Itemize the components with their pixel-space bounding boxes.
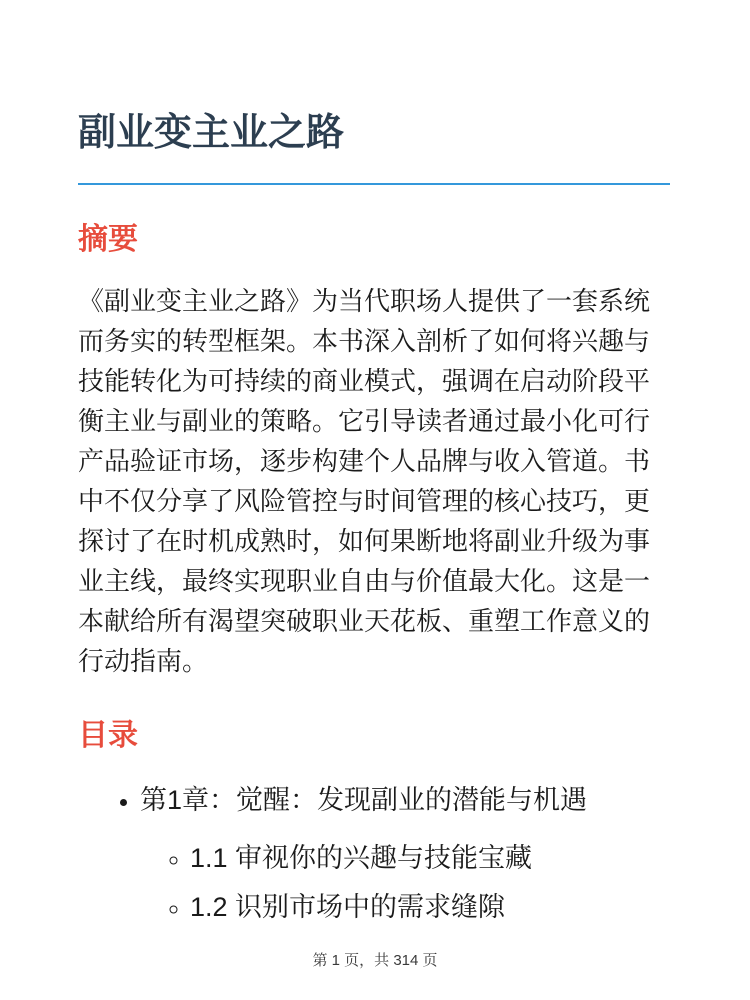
- toc-subsection-list: [140, 842, 670, 924]
- title-divider: [78, 183, 670, 185]
- page-number-indicator: 第 1 页，共 314 页: [312, 952, 438, 969]
- page-title: 副业变主业之路: [78, 112, 345, 154]
- toc-chapter-label: 第1章：觉醒：发现副业的潜能与机遇: [140, 784, 588, 815]
- toc-subsection-item: ◦ 1.1 审视你的兴趣与技能宝藏: [190, 842, 670, 874]
- abstract-body: 《副业变主业之路》为当代职场人提供了一套系统而务实的转型框架。本书深入剖析了如何将兴趣与技能转化为可持续的商业模式，强调在启动阶段平衡主业与副业的策略。它引导读者通过最小化可行产品验证市场，逐步构建个人品牌与收入管道。书中不仅分享了风险管控与时间管理的核心技巧，更探讨了在时机成熟时，如何果断地将副业升级为事业主线，最终实现职业自由与价值最大化。这是一本献给所有渴望突破职业天花板、重塑工作意义的行动指南。: [78, 285, 651, 676]
- toc-list: [78, 784, 670, 924]
- toc-heading: 目录: [78, 718, 138, 752]
- toc-chapter-item: [140, 784, 670, 924]
- abstract-heading: 摘要: [78, 222, 138, 256]
- toc-subsection-item: ◦ 1.2 识别市场中的需求缝隙: [190, 891, 670, 923]
